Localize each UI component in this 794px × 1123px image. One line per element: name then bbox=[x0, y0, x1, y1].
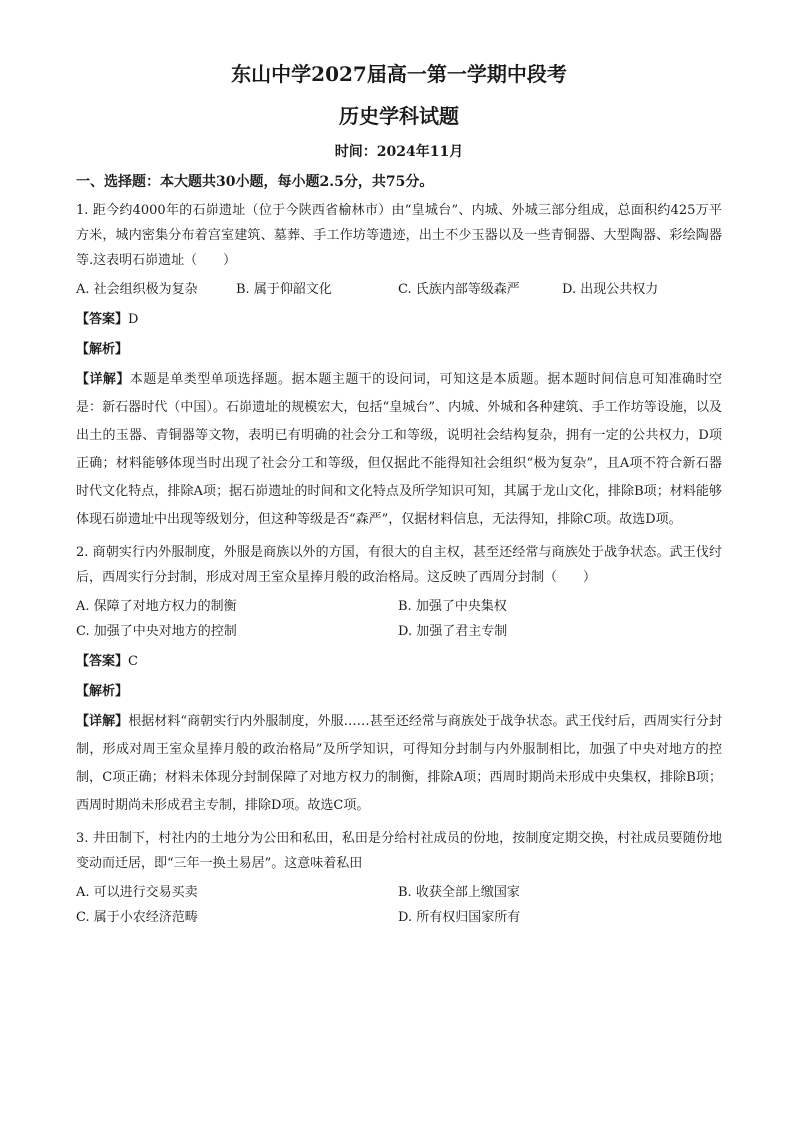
option-c: C. 加强了中央对地方的控制 bbox=[76, 624, 237, 639]
detail-text: 本题是单类型单项选择题。据本题主题干的设问词，可知这是本质题。据本题时间信息可知准确时空是：新石器时代（中国）。石峁遗址的规模宏大，包括“皇城台”、内城、外城和各种建筑、手工作坊等设施，以及出土的玉器、青铜器等文物，表明已有明确的社会分工和等级，说明社会结构复杂，拥有一定的公共权力，D项正确；材料能够体现当时出现了社会分工和等级，但仅据此不能得知社会组织“极为复杂”，且A项不符合新石器时代文化特点，排除A项；据石峁遗址的时间和文化特点及所学知识可知，其属于龙山文化，排除B项；材料能够体现石峁遗址中出现等级划分，但这种等级是否“森严”，仅据材料信息，无法得知，排除C项。故选D项。 bbox=[76, 372, 722, 527]
option-list bbox=[76, 880, 722, 930]
option-d: D. 所有权归国家所有 bbox=[398, 910, 521, 925]
option-b: B. 属于仰韶文化 bbox=[236, 282, 332, 297]
option-c: C. 属于小农经济范畴 bbox=[76, 910, 198, 925]
answer-line bbox=[76, 307, 722, 332]
detail-text: 根据材料“商朝实行内外服制度，外服……甚至还经常与商族处于战争状态。武王伐纣后，西周实行分封制，形成对周王室众星捧月般的政治格局”及所学知识，可得知分封制与内外服制相比，加强了中央对地方的控制，C项正确；材料未体现分封制保障了对地方权力的制衡，排除A项；西周时期尚未形成中央集权，排除B项；西周时期尚未形成君主专制，排除D项。故选C项。 bbox=[76, 714, 722, 813]
detail-paragraph bbox=[76, 708, 722, 820]
exam-time: 时间：2024年11月 bbox=[334, 144, 464, 160]
option-b: B. 收获全部上缴国家 bbox=[398, 885, 520, 900]
question-stem: 3. 井田制下，村社内的土地分为公田和私田，私田是分给村社成员的份地，按制度定期交换，村社成员要随份地变动而迁居，即“三年一换土易居”。这意味着私田 bbox=[76, 831, 722, 871]
answer-label: 【答案】 bbox=[76, 312, 129, 327]
detail-label: 【详解】 bbox=[76, 372, 130, 387]
option-c: C. 氏族内部等级森严 bbox=[398, 282, 520, 297]
answer-value: C bbox=[128, 654, 138, 669]
option-d: D. 出现公共权力 bbox=[562, 282, 659, 297]
subject-title: 历史学科试题 bbox=[339, 104, 459, 128]
question-stem: 2. 商朝实行内外服制度，外服是商族以外的方国，有很大的自主权，甚至还经常与商族处于战争状态。武王伐纣后，西周实行分封制，形成对周王室众星捧月般的政治格局。这反映了西周分封制（ ） bbox=[76, 545, 722, 585]
question-3 bbox=[76, 826, 722, 930]
analysis-label: 【解析】 bbox=[76, 684, 129, 699]
analysis-line bbox=[76, 337, 722, 362]
section-heading: 一、选择题：本大题共30小题，每小题2.5分，共75分。 bbox=[76, 174, 434, 190]
question-2 bbox=[76, 540, 722, 820]
option-b: B. 加强了中央集权 bbox=[398, 599, 507, 614]
detail-label: 【详解】 bbox=[76, 714, 129, 729]
option-list bbox=[76, 277, 722, 302]
option-d: D. 加强了君主专制 bbox=[398, 624, 508, 639]
option-a: A. 社会组织极为复杂 bbox=[76, 282, 198, 297]
option-list bbox=[76, 594, 722, 644]
question-stem: 1. 距今约4000年的石峁遗址（位于今陕西省榆林市）由“皇城台”、内城、外城三部分组成，总面积约425万平方米，城内密集分布着宫室建筑、墓葬、手工作坊等遗迹，出土不少玉器以及一些青铜器、大型陶器、彩绘陶器等.这表明石峁遗址（ ） bbox=[76, 203, 722, 268]
analysis-label: 【解析】 bbox=[76, 342, 129, 357]
answer-value: D bbox=[128, 312, 139, 327]
detail-paragraph bbox=[76, 366, 722, 534]
option-a: A. 保障了对地方权力的制衡 bbox=[76, 599, 237, 614]
answer-line bbox=[76, 649, 722, 674]
analysis-line bbox=[76, 679, 722, 704]
question-1 bbox=[76, 198, 722, 534]
exam-title: 东山中学2027届高一第一学期中段考 bbox=[231, 62, 567, 86]
answer-label: 【答案】 bbox=[76, 654, 129, 669]
option-a: A. 可以进行交易买卖 bbox=[76, 885, 198, 900]
